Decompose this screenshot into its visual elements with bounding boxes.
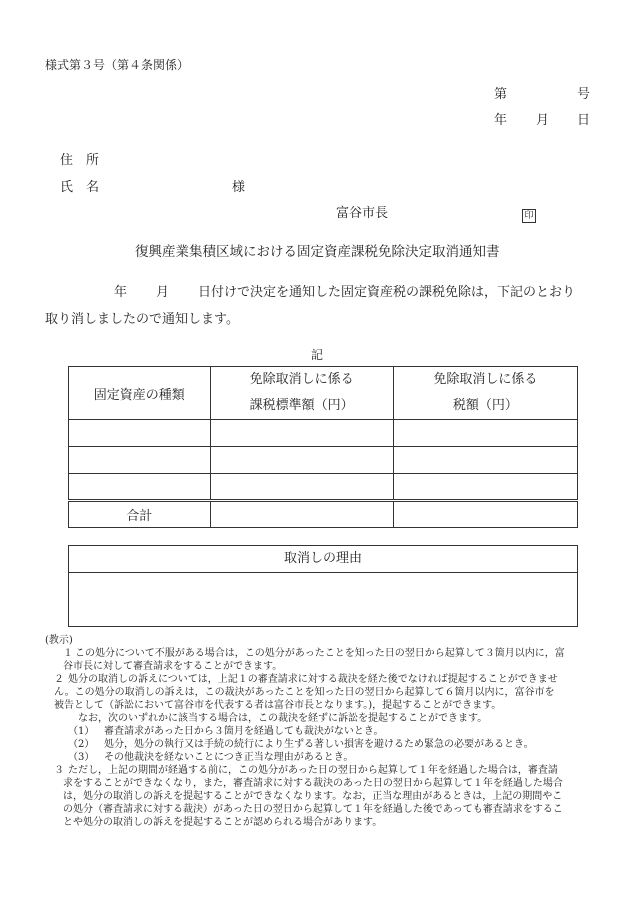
note-1-number: １ bbox=[63, 648, 73, 659]
notes-heading: (教示) bbox=[45, 635, 73, 646]
note-2-line-3: 被告として（訴訟において富谷市を代表する者は富谷市長となります。)，提起することができます。 bbox=[54, 700, 502, 711]
doc-number-suffix: 号 bbox=[577, 87, 591, 102]
note-3-line-3: は，処分の取消しの訴えを提起することができなくなります。なお，正当な理由があるときは，上記の期間やこ bbox=[63, 791, 563, 802]
table-cell bbox=[393, 447, 577, 474]
ki-label: 記 bbox=[311, 348, 324, 362]
subnote-3-number: （3） bbox=[68, 752, 95, 763]
header-asset-type bbox=[69, 367, 211, 420]
note-2-line-2: ん。この処分の取消しの訴えは，この裁決があったことを知った日の翌日から起算して６箇月以内に，富谷市を bbox=[54, 687, 555, 698]
issuer-title: 富谷市長 bbox=[336, 206, 389, 221]
note-2-number: ２ bbox=[54, 674, 64, 685]
header-tax-amount bbox=[393, 367, 577, 420]
date-day: 日 bbox=[577, 113, 591, 128]
subnote-2-text: 処分，処分の執行又は手続の続行により生ずる著しい損害を避けるため緊急の必要があるとき。 bbox=[104, 739, 534, 750]
address-label: 住 所 bbox=[60, 153, 100, 168]
seal-icon: 印 bbox=[522, 209, 536, 223]
header-tax-base-line1: 免除取消しに係る bbox=[249, 372, 354, 387]
table-cell bbox=[210, 420, 393, 447]
form-number: 様式第３号（第４条関係） bbox=[45, 58, 190, 72]
table-cell bbox=[393, 474, 577, 501]
table-cell bbox=[393, 420, 577, 447]
seal-mark bbox=[522, 203, 536, 223]
note-3-line-2: 求をすることができなくなり，また，審査請求に対する裁決のあった日の翌日から起算して１年を経過した場合 bbox=[63, 778, 563, 789]
reason-box bbox=[68, 545, 578, 627]
note-3-line-1: ただし，上記の期間が経過する前に，この処分があった日の翌日から起算して１年を経過した場合は，審査請 bbox=[68, 765, 558, 776]
reason-content bbox=[69, 573, 577, 626]
header-tax-amount-line1: 免除取消しに係る bbox=[433, 372, 538, 387]
header-asset-type-label: 固定資産の種類 bbox=[93, 387, 185, 403]
body-line-2: 取り消しましたので通知します。 bbox=[45, 312, 239, 327]
table-row bbox=[69, 474, 578, 501]
note-1-line-1: この処分について不服がある場合は，この処分があったことを知った日の翌日から起算して３箇月以内に，富 bbox=[75, 648, 565, 659]
table-header-row bbox=[69, 367, 578, 420]
name-label: 氏 名 bbox=[60, 180, 100, 195]
document-title: 復興産業集積区域における固定資産課税免除決定取消通知書 bbox=[135, 244, 500, 260]
note-3-line-5: とや処分の取消しの訴えを提起することが認められる場合があります。 bbox=[63, 817, 383, 828]
honorific: 様 bbox=[232, 180, 246, 195]
table-cell bbox=[69, 420, 211, 447]
subnote-3-text: その他裁決を経ないことにつき正当な理由があるとき。 bbox=[104, 752, 354, 763]
body-month: 月 bbox=[156, 285, 170, 300]
note-3-line-4: の処分（審査請求に対する裁決）があった日の翌日から起算して１年を経過した後であっても審査請求をするこ bbox=[63, 804, 563, 815]
total-tax-base-cell bbox=[210, 501, 393, 528]
subnote-2-number: （2） bbox=[68, 739, 95, 750]
total-row bbox=[69, 501, 578, 528]
table-cell bbox=[69, 447, 211, 474]
table-cell bbox=[69, 474, 211, 501]
table-cell bbox=[210, 447, 393, 474]
body-line-1: 日付けで決定を通知した固定資産税の課税免除は，下記のとおり bbox=[198, 285, 576, 300]
subnote-1-number: （1） bbox=[68, 726, 95, 737]
subnote-1-text: 審査請求があった日から３箇月を経過しても裁決がないとき。 bbox=[104, 726, 384, 737]
header-tax-base bbox=[210, 367, 393, 420]
note-1-line-2: 谷市長に対して審査請求をすることができます。 bbox=[63, 661, 283, 672]
total-label: 合計 bbox=[126, 509, 153, 524]
doc-number-prefix: 第 bbox=[494, 87, 508, 102]
note-3-number: ３ bbox=[54, 765, 64, 776]
amount-table bbox=[68, 366, 578, 528]
table-cell bbox=[210, 474, 393, 501]
table-row bbox=[69, 420, 578, 447]
table-row bbox=[69, 447, 578, 474]
body-year: 年 bbox=[114, 285, 128, 300]
header-tax-base-line2: 課税標準額（円） bbox=[249, 398, 354, 413]
note-2-line-4: なお，次のいずれかに該当する場合は，この裁決を経ずに訴訟を提起することができます。 bbox=[78, 713, 488, 724]
reason-header: 取消しの理由 bbox=[69, 546, 577, 573]
date-year: 年 bbox=[494, 113, 508, 128]
note-2-line-1: 処分の取消しの訴えについては，上記１の審査請求に対する裁決を経た後でなければ提起することができませ bbox=[68, 674, 558, 685]
date-month: 月 bbox=[536, 113, 550, 128]
header-tax-amount-line2: 税額（円） bbox=[452, 398, 518, 413]
total-label-cell bbox=[69, 501, 211, 528]
total-tax-amount-cell bbox=[393, 501, 577, 528]
